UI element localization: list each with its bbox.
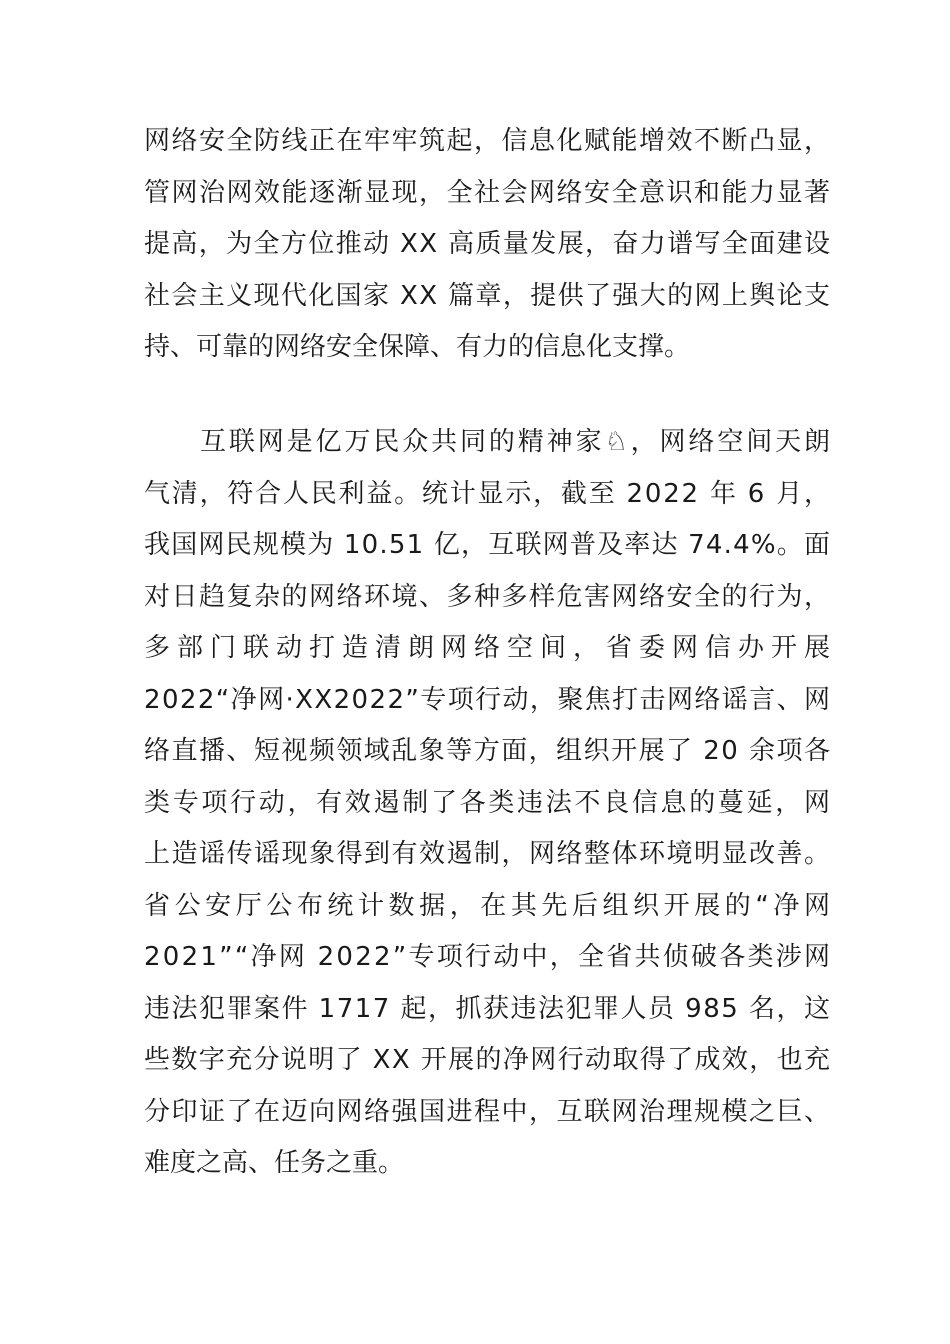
paragraph-2-line: 气清，符合人民利益。统计显示，截至 2022 年 6 月， xyxy=(144,478,832,509)
paragraph-1-line: 提高，为全方位推动 XX 高质量发展，奋力谱写全面建设 xyxy=(144,229,832,259)
paragraph-2-line: 络直播、短视频领域乱象等方面，组织开展了 20 余项各 xyxy=(144,736,832,766)
paragraph-2-line: 上造谣传谣现象得到有效遏制，网络整体环境明显改善。 xyxy=(144,839,832,869)
paragraph-2-line: 2022“净网·XX2022”专项行动，聚焦打击网络谣言、网 xyxy=(144,684,832,715)
paragraph-2-line: 分印证了在迈向网络强国进程中，互联网治理规模之巨、 xyxy=(144,1096,832,1127)
paragraph-2-line: 难度之高、任务之重。 xyxy=(144,1148,405,1178)
paragraph-1-line: 社会主义现代化国家 XX 篇章，提供了强大的网上舆论支 xyxy=(144,280,832,311)
paragraph-2-line: 互联网是亿万民众共同的精神家♘，网络空间天朗 xyxy=(200,427,833,457)
paragraph-2-line: 2021”“净网 2022”专项行动中，全省共侦破各类涉网 xyxy=(144,942,833,972)
paragraph-2-line: 多部门联动打造清朗网络空间，省委网信办开展 xyxy=(144,633,837,663)
paragraph-1-line: 持、可靠的网络安全保障、有力的信息化支撑。 xyxy=(144,332,691,362)
paragraph-2-line: 省公安厅公布统计数据，在其先后组织开展的“净网 xyxy=(144,890,835,921)
paragraph-2-line: 对日趋复杂的网络环境、多种多样危害网络安全的行为， xyxy=(144,581,832,612)
paragraph-1-line: 网络安全防线正在牢牢筑起，信息化赋能增效不断凸显， xyxy=(144,126,832,156)
paragraph-1 xyxy=(144,116,844,374)
paragraph-2-line: 些数字充分说明了 XX 开展的净网行动取得了成效，也充 xyxy=(144,1045,832,1075)
paragraph-2-line: 我国网民规模为 10.51 亿，互联网普及率达 74.4%。面 xyxy=(144,530,832,560)
paragraph-2-line: 违法犯罪案件 1717 起，抓获违法犯罪人员 985 名，这 xyxy=(144,993,832,1024)
paragraph-2-line: 类专项行动，有效遏制了各类违法不良信息的蔓延，网 xyxy=(144,787,833,818)
paragraph-2 xyxy=(144,417,844,1190)
paragraph-1-line: 管网治网效能逐渐显现，全社会网络安全意识和能力显著 xyxy=(144,177,832,208)
